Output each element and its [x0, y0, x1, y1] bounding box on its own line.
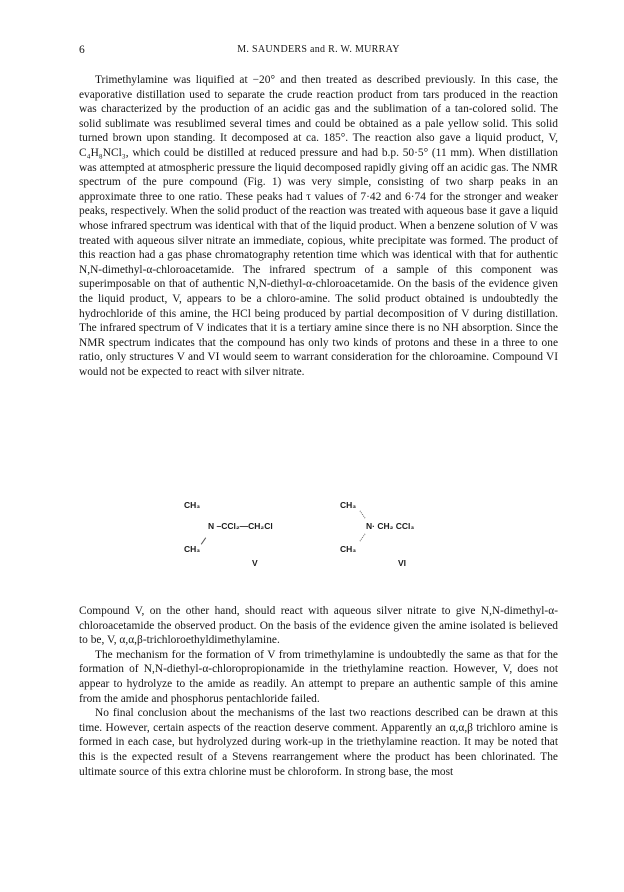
paragraph: No final conclusion about the mechanisms of the last two reactions described can be drawn at this time. However, certain aspects of the reaction deserve comment. Apparently an α,α,β trichloro amine is formed in each case, but hydrolyzed during work-up in the triethylamine reaction. It may be noted that this is the expected result of a Stevens rearrangement where the product has been chlorinated. The ultimate source of this extra chlorine must be chloroform. In strong base, the most — [79, 707, 558, 778]
paragraph: Compound V, on the other hand, should react with aqueous silver nitrate to give N,N-dimethyl-α-chloroacetamide the observed product. On the basis of the evidence given the amine isolated is believed to be, V, α,α,β-trichloroethyldimethylamine. — [79, 605, 558, 647]
structure-vi-bottom-methyl: CH₃ — [340, 544, 357, 554]
bond-line — [360, 534, 366, 542]
structure-v-top-methyl: CH₃ — [184, 500, 201, 510]
page-number: 6 — [79, 44, 85, 56]
structure-vi-chain: N· CH₂ CCl₃ — [366, 521, 415, 531]
paragraph: Trimethylamine was liquified at −20° and then treated as described previously. In this case, the evaporative distillation used to separate the crude reaction product from tars produced in the reaction was characterized by the production of an acidic gas and the sublimation of a tan-colored solid. The solid sublimate was resublimed several times and could be obtained as a pale yellow solid. This solid turned brown upon standing. It decomposed at ca. 185°. The reaction also gave a liquid product, V, C₄H₈NCl₃, which could be distilled at reduced pressure and had b.p. 50·5° (11 mm). When distillation was attempted at atmospheric pressure the liquid decomposed rapidly giving off an acidic gas. The NMR spectrum of the pure compound (Fig. 1) was very simple, consisting of two sharp peaks in an approximate three to one ratio. These peaks had τ values of 7·42 and 6·74 for the stronger and weaker peaks, respectively. When the solid product of the reaction was treated with aqueous base it gave a liquid whose infrared spectrum was identical with that of the liquid product. When a benzene solution of V was treated with aqueous silver nitrate an immediate, copious, white precipitate was formed. The product of this reaction had a gas phase chromatography retention time which was identical with that for authentic N,N-dimethyl-α-chloroacetamide. The infrared spectrum of a sample of this component was superimposable on that of authentic N,N-diethyl-α-chloroacetamide. On the basis of the evidence given the liquid product, V, appears to be a chloro-amine. The solid product obtained is undoubtedly the hydrochloride of this amine, the HCl being produced by partial decomposition of V during distillation. The infrared spectrum of V indicates that it is a tertiary amine since there is no NH absorption. Since the NMR spectrum indicates that the compound has only two kinds of protons and these in a three to one ratio, only structures V and VI would seem to warrant consideration for the chloroamine. Compound VI would not be expected to react with silver nitrate. — [79, 74, 558, 378]
page-header — [79, 44, 558, 60]
paragraph: The mechanism for the formation of V from trimethylamine is undoubtedly the same as that for the formation of N,N-diethyl-α-chloropropionamide in the triethylamine reaction. However, V, does not appear to hydrolyze to the amide as readily. An attempt to prepare an authentic sample of this amine from the amide and phosphorus pentachloride failed. — [79, 648, 558, 705]
bond-line — [201, 537, 206, 544]
structure-vi-top-methyl: CH₃ — [340, 500, 357, 510]
structure-v-label: V — [252, 558, 258, 568]
structure-vi-label: VI — [398, 558, 407, 568]
structure-v-bottom-methyl: CH₃ — [184, 544, 201, 554]
bond-line — [360, 511, 366, 519]
body-text-top — [79, 73, 558, 379]
running-head: M. SAUNDERS and R. W. MURRAY — [237, 44, 400, 55]
body-text-bottom — [79, 604, 558, 779]
structure-v-chain: N –CCl₂—CH₂Cl — [208, 521, 273, 531]
chemical-structures — [176, 500, 476, 580]
